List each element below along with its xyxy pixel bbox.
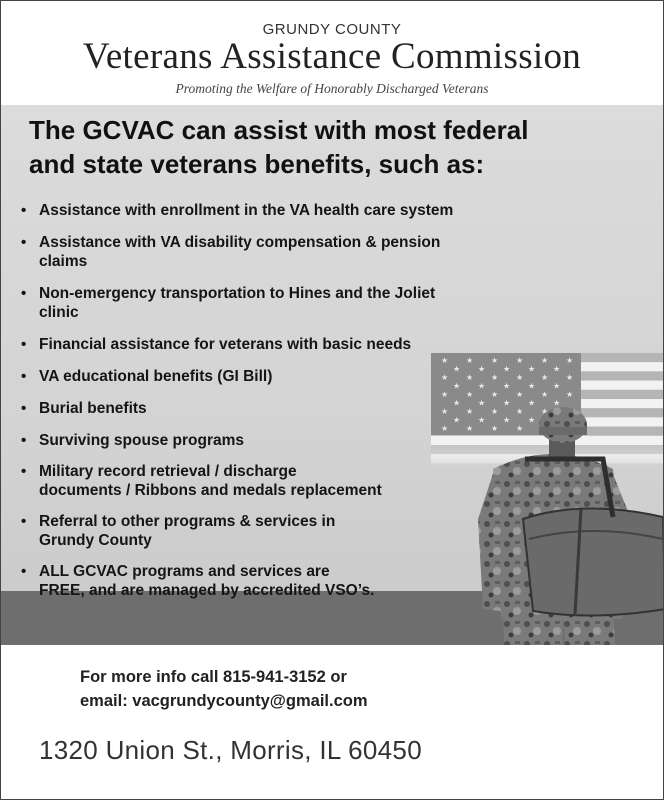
benefit-text: • Surviving spouse programs [39, 432, 244, 449]
tagline: Promoting the Welfare of Honorably Discharged Veterans [175, 81, 489, 96]
benefit-item [19, 399, 459, 418]
address: 1320 Union St., Morris, IL 60450 [39, 735, 422, 765]
contact-info [80, 665, 368, 713]
benefit-text: • ALL GCVAC programs and services are [39, 563, 330, 580]
benefit-text: documents / Ribbons and medals replacement [39, 482, 382, 499]
benefit-text: • Assistance with enrollment in the VA health care system [39, 202, 454, 219]
phone-line: For more info call 815-941-3152 or [80, 668, 347, 686]
benefit-item [19, 431, 459, 450]
benefit-text: • Non-emergency transportation to Hines and the Joliet clinic [39, 285, 436, 321]
flyer-header [1, 1, 663, 105]
benefit-text: FREE, and are managed by accredited VSO’s. [39, 582, 375, 599]
email-line: email: vacgrundycounty@gmail.com [80, 692, 368, 710]
benefit-item [19, 233, 459, 271]
headline-line: The GCVAC can assist with most federal [29, 115, 529, 145]
benefit-item [19, 367, 459, 386]
benefit-item [19, 512, 459, 550]
headline [29, 113, 649, 181]
benefit-item [19, 201, 459, 220]
commission-title: Veterans Assistance Commission [82, 36, 582, 77]
benefit-text: • Referral to other programs & services in [39, 513, 336, 530]
benefit-text: Grundy County [39, 532, 152, 549]
benefit-item [19, 462, 459, 500]
benefit-item [19, 335, 459, 354]
benefit-text: • Burial benefits [39, 400, 147, 417]
benefit-item [19, 562, 459, 600]
benefit-text: • VA educational benefits (GI Bill) [39, 368, 273, 385]
benefit-text: • Assistance with VA disability compensation & pension claims [39, 234, 441, 270]
benefit-text: • Military record retrieval / discharge [39, 463, 297, 480]
benefits-list [19, 201, 459, 600]
benefit-item [19, 284, 459, 322]
headline-line: and state veterans benefits, such as: [29, 149, 485, 179]
county-label: GRUNDY COUNTY [262, 21, 402, 38]
benefit-text: • Financial assistance for veterans with basic needs [39, 336, 412, 353]
